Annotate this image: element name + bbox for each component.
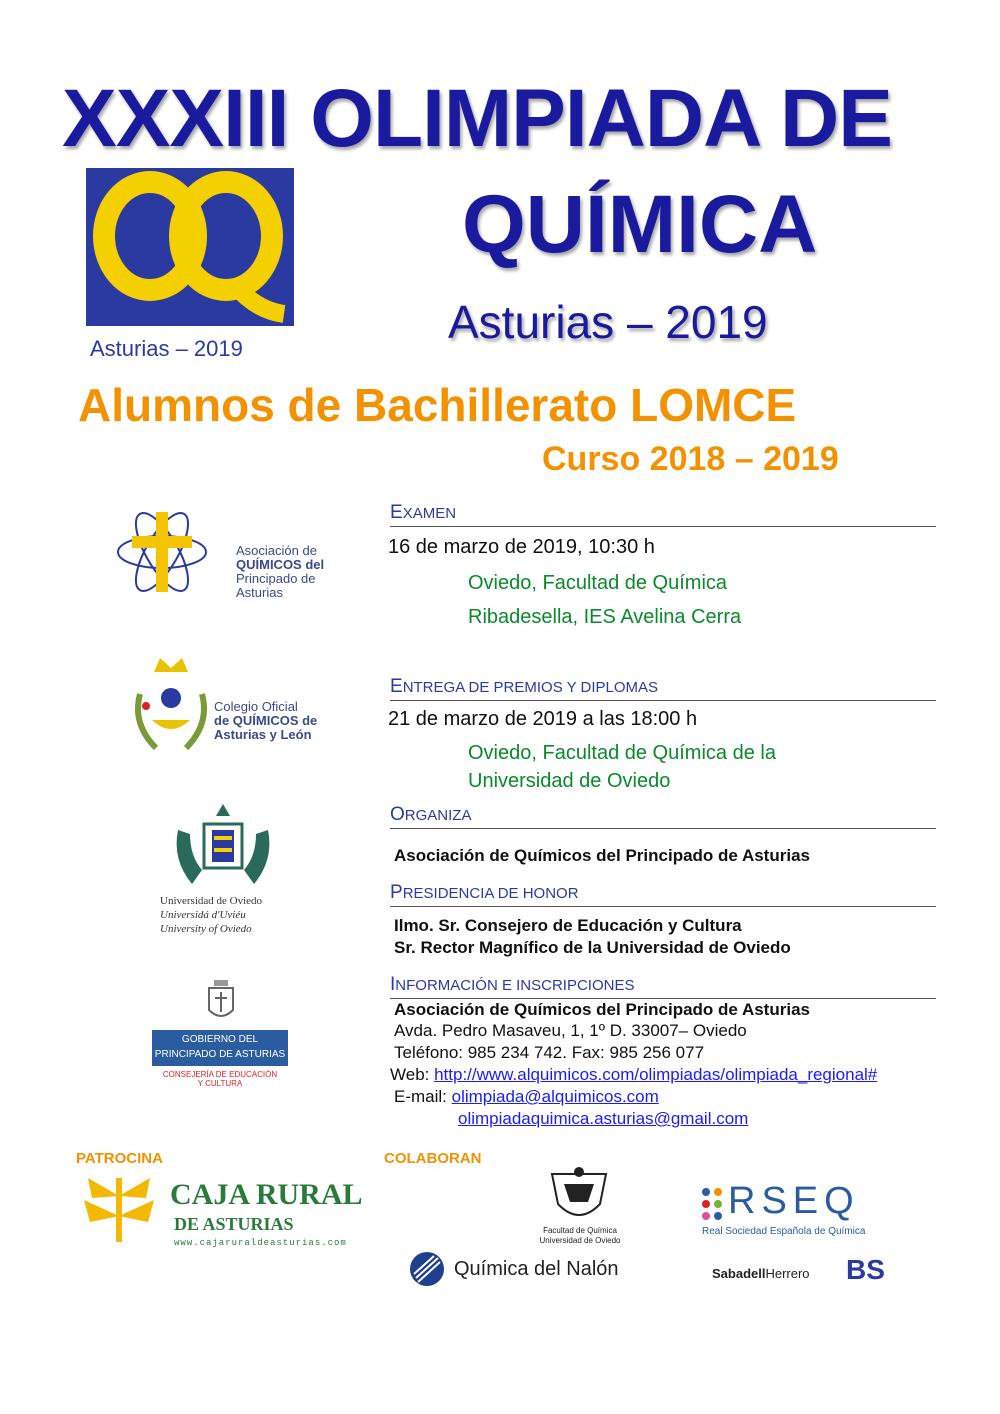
organiza-text: Asociación de Químicos del Principado de Asturias (394, 846, 810, 865)
gobierno-line-3: CONSEJERÍA DE EDUCACIÓN (162, 1070, 278, 1079)
uni-line-1: Universidad de Oviedo (160, 895, 263, 907)
caja-line-1: CAJA RURAL (170, 1178, 363, 1211)
colaboran-heading: COLABORAN (384, 1150, 482, 1167)
atom-cross-icon (112, 500, 212, 600)
colegio-line-1: Colegio Oficial (214, 699, 298, 714)
info-web-link[interactable]: http://www.alquimicos.com/olimpiadas/olimpiada_regional# (434, 1065, 878, 1084)
presidencia-line-1: Ilmo. Sr. Consejero de Educación y Cultura (394, 916, 742, 935)
sabadell-logo (712, 1266, 810, 1281)
info-email-2 (458, 1109, 748, 1129)
gobierno-line-4: Y CULTURA (197, 1079, 243, 1088)
premios-heading: ENTREGA DE PREMIOS Y DIPLOMAS (390, 676, 936, 701)
examen-place-2: Ribadesella, IES Avelina Cerra (468, 606, 742, 628)
title-line-2: QUÍMICA (462, 179, 818, 270)
info-email-link-1[interactable]: olimpiada@alquimicos.com (451, 1087, 659, 1106)
rseq-text: RSEQ (728, 1180, 860, 1222)
title-line-1: XXXIII OLIMPIADA DE (62, 73, 892, 164)
asoc-line-2: QUÍMICOS del (236, 557, 325, 572)
info-web (390, 1065, 877, 1085)
info-phone: Teléfono: 985 234 742. Fax: 985 256 077 (394, 1043, 705, 1062)
sabadell-text: Sabadell (712, 1266, 766, 1281)
rseq-dots-icon (700, 1186, 724, 1226)
presidencia-heading: PRESIDENCIA DE HONOR (390, 882, 936, 907)
examen-date: 16 de marzo de 2019, 10:30 h (388, 536, 655, 558)
facultad-crest-icon (544, 1164, 614, 1226)
herrero-text: Herrero (765, 1266, 810, 1281)
premios-place-2: Universidad de Oviedo (468, 770, 671, 792)
asoc-line-1: Asociación de (236, 543, 317, 558)
examen-heading: EXAMEN (390, 502, 936, 527)
nalon-logo (408, 1250, 648, 1290)
nalon-text: Química del Nalón (454, 1258, 619, 1280)
colegio-line-3: Asturias y León (214, 727, 312, 742)
asociacion-logo (112, 500, 342, 600)
rseq-logo (700, 1176, 900, 1246)
wheat-icon (78, 1172, 160, 1244)
university-crest-icon (168, 800, 278, 890)
facultad-logo (530, 1164, 630, 1254)
caja-line-2: DE ASTURIAS (174, 1214, 294, 1234)
asturias-shield-icon (206, 978, 236, 1024)
course-year: Curso 2018 – 2019 (542, 440, 839, 478)
oq-logo-icon (86, 168, 294, 326)
uni-line-3: University of Oviedo (160, 923, 252, 935)
info-email (394, 1087, 659, 1107)
uni-line-2: Universidá d'Uviéu (160, 909, 246, 921)
premios-place-1: Oviedo, Facultad de Química de la (468, 742, 776, 764)
examen-place-1: Oviedo, Facultad de Química (468, 572, 728, 594)
olympiad-logo (86, 168, 294, 326)
colegio-line-2: de QUÍMICOS de (214, 713, 318, 728)
presidencia-line-2: Sr. Rector Magnífico de la Universidad de Oviedo (394, 938, 791, 957)
bs-logo: BS (846, 1254, 885, 1285)
info-email-link-2[interactable]: olimpiadaquimica.asturias@gmail.com (458, 1109, 749, 1128)
gobierno-line-1: GOBIERNO DEL (181, 1034, 259, 1045)
organiza-heading: ORGANIZA (390, 804, 936, 829)
subtitle: Alumnos de Bachillerato LOMCE (78, 379, 797, 431)
facultad-line-1: Facultad de Química (543, 1226, 617, 1235)
info-email-label: E-mail: (394, 1087, 452, 1106)
info-address: Avda. Pedro Masaveu, 1, 1º D. 33007– Oviedo (394, 1021, 747, 1040)
colegio-logo (126, 654, 326, 758)
universidad-logo (160, 800, 290, 940)
info-web-label: Web: (390, 1065, 435, 1084)
facultad-line-2: Universidad de Oviedo (539, 1236, 621, 1245)
nalon-globe-icon (408, 1250, 446, 1288)
gobierno-line-2: PRINCIPADO DE ASTURIAS (154, 1049, 286, 1060)
caja-rural-logo (78, 1168, 378, 1252)
caja-web: www.cajaruraldeasturias.com (174, 1238, 347, 1248)
info-heading: INFORMACIÓN E INSCRIPCIONES (390, 974, 936, 999)
asoc-line-3: Principado de Asturias (236, 571, 316, 600)
laurel-crown-icon (126, 654, 216, 758)
info-org: Asociación de Químicos del Principado de Asturias (394, 1000, 810, 1019)
rseq-subtitle: Real Sociedad Española de Química (702, 1226, 866, 1237)
title-line-3: Asturias – 2019 (448, 296, 768, 348)
gobierno-logo (150, 978, 290, 1098)
patrocina-heading: PATROCINA (76, 1150, 163, 1167)
premios-date: 21 de marzo de 2019 a las 18:00 h (388, 708, 698, 730)
logo-caption: Asturias – 2019 (90, 336, 243, 361)
